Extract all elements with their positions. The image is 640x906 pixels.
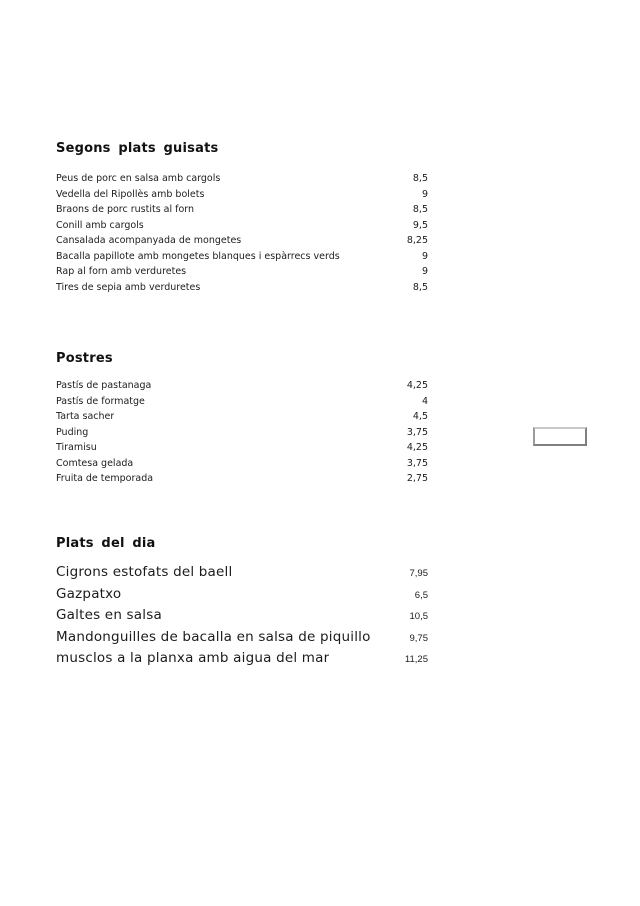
dish-price: 4 <box>421 395 428 407</box>
menu-item-row <box>56 627 428 649</box>
menu-list-plats-del-dia <box>56 562 428 670</box>
menu-item-row <box>56 648 428 670</box>
menu-item-row <box>56 280 428 296</box>
section-title-segons-plats-guisats: Segons plats guisats <box>56 141 219 156</box>
dish-price: 11,25 <box>404 654 428 665</box>
menu-item-row <box>56 562 428 584</box>
menu-item-row <box>56 425 428 441</box>
dish-price: 9,5 <box>412 219 428 231</box>
section-title-plats-del-dia: Plats del dia <box>56 536 156 551</box>
dish-name: Bacalla papillote amb mongetes blanques i espàrrecs verds <box>56 250 340 262</box>
dish-price: 10,5 <box>409 611 428 622</box>
dish-price: 9 <box>421 266 428 277</box>
menu-item-row <box>56 264 428 280</box>
dish-name: Cansalada acompanyada de mongetes <box>56 235 242 246</box>
dish-price: 8,25 <box>406 235 428 246</box>
dish-name: Mandonguilles de bacalla en salsa de piquillo <box>56 628 371 645</box>
dish-name: Rap al forn amb verduretes <box>56 266 187 277</box>
dish-name: Puding <box>56 426 89 438</box>
menu-item-row <box>56 409 428 425</box>
menu-item-row <box>56 378 428 394</box>
menu-item-row <box>56 187 428 203</box>
menu-item-row <box>56 233 428 249</box>
menu-item-row <box>56 605 428 627</box>
empty-input-box[interactable] <box>533 427 587 446</box>
dish-price: 4,25 <box>406 442 428 453</box>
menu-item-row <box>56 471 428 487</box>
menu-item-row <box>56 202 428 218</box>
menu-item-row <box>56 218 428 234</box>
dish-name: Pastís de formatge <box>56 395 145 407</box>
menu-item-row <box>56 440 428 456</box>
menu-item-row <box>56 394 428 410</box>
menu-list-segons <box>56 171 428 295</box>
dish-name: Galtes en salsa <box>56 607 162 623</box>
dish-name: Fruita de temporada <box>56 473 154 484</box>
dish-name: musclos a la planxa amb aigua del mar <box>56 650 330 666</box>
dish-price: 2,75 <box>406 473 428 484</box>
dish-price: 3,75 <box>406 426 428 438</box>
dish-name: Tires de sepia amb verduretes <box>56 281 201 293</box>
dish-name: Peus de porc en salsa amb cargols <box>56 173 221 184</box>
section-title-postres: Postres <box>56 351 113 366</box>
dish-price: 8,5 <box>412 173 428 184</box>
menu-item-row <box>56 456 428 472</box>
dish-name: Vedella del Ripollès amb bolets <box>56 188 205 200</box>
dish-price: 7,95 <box>409 568 428 579</box>
dish-price: 8,5 <box>412 281 428 293</box>
dish-name: Cigrons estofats del baell <box>56 564 233 580</box>
dish-price: 4,5 <box>412 411 428 422</box>
dish-name: Gazpatxo <box>56 585 122 602</box>
menu-item-row <box>56 249 428 265</box>
dish-price: 8,5 <box>412 204 428 215</box>
dish-price: 3,75 <box>406 457 428 469</box>
dish-name: Tiramisu <box>56 442 97 453</box>
menu-item-row <box>56 171 428 187</box>
dish-name: Braons de porc rustits al forn <box>56 204 195 215</box>
menu-item-row <box>56 584 428 606</box>
dish-price: 9 <box>421 250 428 262</box>
dish-name: Pastís de pastanaga <box>56 380 152 391</box>
dish-name: Conill amb cargols <box>56 219 144 231</box>
dish-name: Comtesa gelada <box>56 457 134 469</box>
dish-price: 9,75 <box>409 632 428 644</box>
dish-price: 4,25 <box>406 380 428 391</box>
dish-price: 9 <box>421 188 428 200</box>
dish-price: 6,5 <box>414 589 428 601</box>
menu-list-postres <box>56 378 428 487</box>
dish-name: Tarta sacher <box>56 411 115 422</box>
